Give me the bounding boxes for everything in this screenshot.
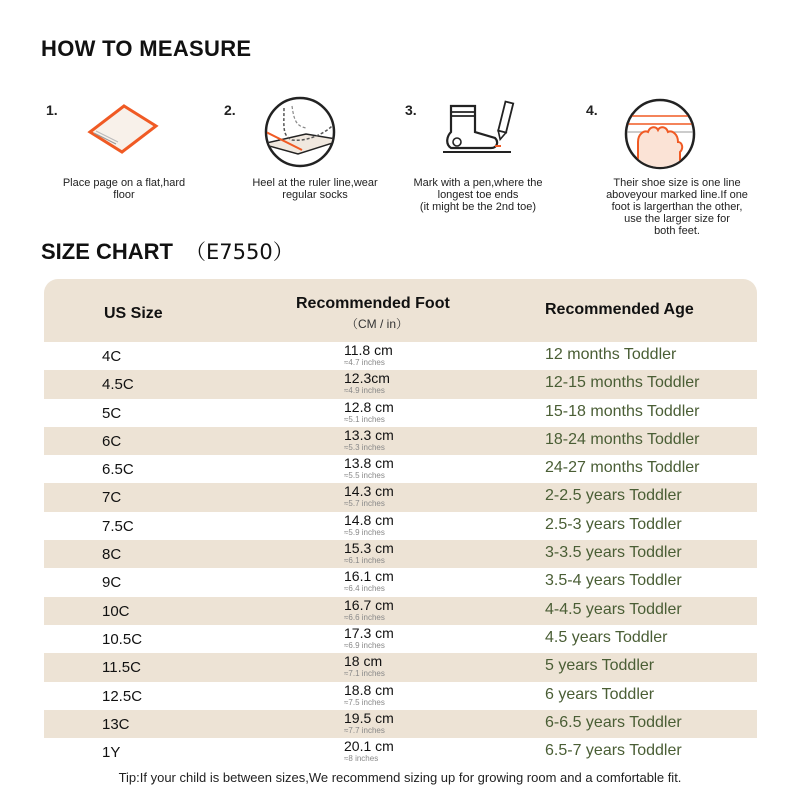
- step-caption: Heel at the ruler line,wear regular socks: [252, 177, 378, 201]
- foot-cm-cell: 18.8 cm: [344, 681, 394, 698]
- foot-inches-cell: ≈4.7 inches: [344, 358, 385, 367]
- table-row: [44, 625, 757, 653]
- age-cell: 6-6.5 years Toddler: [545, 713, 682, 731]
- step-number: 4.: [586, 102, 598, 118]
- paper-on-floor-icon: [84, 100, 164, 160]
- us-size-cell: 10C: [102, 602, 130, 620]
- header-foot-unit: （CM / in）: [346, 317, 409, 331]
- age-cell: 4.5 years Toddler: [545, 628, 668, 646]
- header-recommended-foot: Recommended Foot: [296, 295, 450, 312]
- heel-at-line-icon: [262, 96, 342, 168]
- foot-inches-cell: ≈4.9 inches: [344, 386, 385, 396]
- foot-inches-cell: ≈8 inches: [344, 754, 379, 764]
- us-size-cell: 9C: [102, 574, 122, 592]
- foot-cm-cell: 18 cm: [344, 653, 383, 670]
- foot-inches-cell: ≈7.1 inches: [344, 669, 385, 679]
- foot-inches-cell: ≈7.5 inches: [344, 697, 385, 707]
- table-row: [44, 512, 757, 540]
- age-cell: 12-15 months Toddler: [545, 374, 700, 392]
- foot-inches-cell: ≈6.4 inches: [344, 584, 385, 594]
- us-size-cell: 8C: [102, 546, 122, 564]
- foot-cm-cell: 17.3 cm: [344, 624, 394, 641]
- product-code: （E7550）: [185, 240, 294, 264]
- table-row: [44, 568, 757, 596]
- us-size-cell: 6.5C: [102, 461, 134, 479]
- foot-cm-cell: 15.3 cm: [344, 540, 394, 557]
- us-size-cell: 11.5C: [102, 659, 141, 677]
- step-caption: Place page on a flat,hard floor: [62, 177, 186, 201]
- age-cell: 15-18 months Toddler: [545, 402, 700, 420]
- foot-cm-cell: 13.3 cm: [344, 426, 394, 443]
- table-row: [44, 682, 757, 710]
- step-caption: Their shoe size is one line aboveyour marked line.If one foot is largerthan the other, use the larger size for both feet.: [606, 177, 748, 237]
- size-chart-table: [44, 279, 757, 766]
- sock-and-pen-icon: [439, 98, 519, 158]
- foot-cm-cell: 16.7 cm: [344, 596, 394, 613]
- us-size-cell: 6C: [102, 432, 122, 450]
- age-cell: 18-24 months Toddler: [545, 430, 700, 448]
- age-cell: 24-27 months Toddler: [545, 459, 700, 477]
- step-number: 1.: [46, 102, 58, 118]
- age-cell: 4-4.5 years Toddler: [545, 600, 682, 618]
- table-row: [44, 710, 757, 738]
- toes-over-lines-icon: [622, 98, 702, 170]
- table-row: [44, 483, 757, 511]
- table-row: [44, 342, 757, 370]
- us-size-cell: 1Y: [102, 744, 121, 762]
- sizing-tip: Tip:If your child is between sizes,We recommend sizing up for growing room and a comfortable fit.: [118, 770, 682, 785]
- age-cell: 2-2.5 years Toddler: [545, 487, 682, 505]
- table-row: [44, 455, 757, 483]
- size-chart-label: SIZE CHART: [41, 239, 173, 264]
- table-row: [44, 738, 757, 766]
- us-size-cell: 13C: [102, 715, 130, 733]
- foot-cm-cell: 13.8 cm: [344, 455, 394, 472]
- foot-inches-cell: ≈5.5 inches: [344, 471, 385, 481]
- foot-cm-cell: 14.8 cm: [344, 511, 394, 528]
- foot-cm-cell: 12.3cm: [344, 370, 390, 387]
- us-size-cell: 4.5C: [102, 376, 134, 394]
- age-cell: 5 years Toddler: [545, 657, 655, 675]
- table-row: [44, 370, 757, 398]
- foot-cm-cell: 20.1 cm: [344, 738, 394, 755]
- table-header: [44, 279, 757, 342]
- age-cell: 3-3.5 years Toddler: [545, 544, 682, 562]
- table-row: [44, 597, 757, 625]
- step-number: 2.: [224, 102, 236, 118]
- foot-inches-cell: ≈5.3 inches: [344, 442, 385, 452]
- foot-inches-cell: ≈5.1 inches: [344, 414, 385, 424]
- us-size-cell: 7C: [102, 489, 122, 507]
- header-us-size: US Size: [104, 305, 163, 322]
- foot-inches-cell: ≈5.9 inches: [344, 527, 385, 537]
- us-size-cell: 4C: [102, 348, 122, 365]
- step-number: 3.: [405, 102, 417, 118]
- table-body: [44, 342, 757, 766]
- table-row: [44, 653, 757, 681]
- table-row: [44, 540, 757, 568]
- foot-inches-cell: ≈5.7 inches: [344, 499, 385, 509]
- measure-steps: [40, 96, 780, 246]
- us-size-cell: 12.5C: [102, 687, 143, 705]
- foot-cm-cell: 19.5 cm: [344, 709, 394, 726]
- foot-cm-cell: 12.8 cm: [344, 398, 394, 415]
- age-cell: 3.5-4 years Toddler: [545, 572, 682, 590]
- foot-cm-cell: 11.8 cm: [344, 342, 393, 358]
- header-recommended-age: Recommended Age: [545, 301, 694, 318]
- age-cell: 6.5-7 years Toddler: [545, 742, 682, 760]
- foot-inches-cell: ≈6.1 inches: [344, 556, 385, 566]
- age-cell: 6 years Toddler: [545, 685, 655, 703]
- us-size-cell: 7.5C: [102, 517, 134, 535]
- how-to-measure-title: HOW TO MEASURE: [41, 36, 252, 61]
- foot-cm-cell: 14.3 cm: [344, 483, 394, 500]
- table-row: [44, 399, 757, 427]
- us-size-cell: 10.5C: [102, 630, 143, 648]
- step-caption: Mark with a pen,where the longest toe ends (it might be the 2nd toe): [413, 177, 543, 213]
- foot-inches-cell: ≈6.6 inches: [344, 612, 385, 622]
- foot-inches-cell: ≈7.7 inches: [344, 725, 385, 735]
- age-cell: 12 months Toddler: [545, 346, 677, 363]
- us-size-cell: 5C: [102, 404, 122, 422]
- age-cell: 2.5-3 years Toddler: [545, 515, 682, 533]
- foot-inches-cell: ≈6.9 inches: [344, 640, 385, 650]
- foot-cm-cell: 16.1 cm: [344, 568, 394, 585]
- table-row: [44, 427, 757, 455]
- size-chart-title: [41, 236, 294, 266]
